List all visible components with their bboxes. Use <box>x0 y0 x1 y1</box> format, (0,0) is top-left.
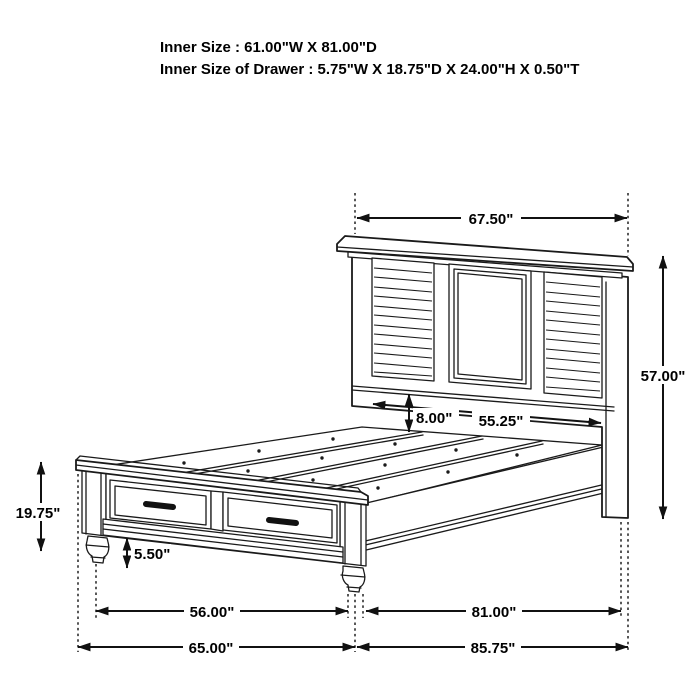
left-drawer-handle <box>146 504 173 507</box>
dim-label-65-00: 65.00" <box>188 640 234 657</box>
dim-label-8-00: 8.00" <box>416 410 453 427</box>
headboard-center-mirror <box>449 264 531 389</box>
dim-label-19-75: 19.75" <box>15 505 61 522</box>
right-drawer-handle <box>269 520 296 523</box>
footboard-right-post <box>340 500 366 566</box>
inner-drawer-size-text: Inner Size of Drawer : 5.75"W X 18.75"D X 24.00"H X 0.50"T <box>160 61 580 78</box>
dim-label-67-50: 67.50" <box>468 211 514 228</box>
dim-label-56-00: 56.00" <box>189 604 235 621</box>
dim-label-57-00: 57.00" <box>640 368 686 385</box>
dim-label-85-75: 85.75" <box>470 640 516 657</box>
inner-size-text: Inner Size : 61.00"W X 81.00"D <box>160 39 377 56</box>
dim-label-5-50: 5.50" <box>134 546 171 563</box>
headboard-right-shutter-panel <box>544 272 602 398</box>
drawer-divider <box>211 491 223 531</box>
dim-label-81-00: 81.00" <box>471 604 517 621</box>
headboard-left-shutter-panel <box>372 258 434 381</box>
dim-label-55-25: 55.25" <box>478 413 524 430</box>
